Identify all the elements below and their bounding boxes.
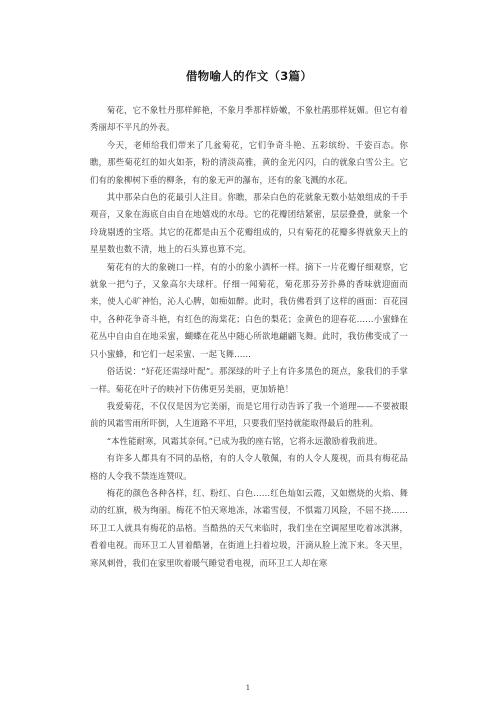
paragraph-1: 菊花，它不象牡丹那样鲜艳，不象月季那样娇嫩，不象杜鹃那样妩媚。但它有着秀丽却不平凡的外表。 <box>90 105 408 133</box>
paragraph-4: 菊花有的大的象碗口一样，有的小的象小酒杯一样。摘下一片花瓣仔细观察，它就象一把勺子，又象高尔夫球杆。仔细一闻菊花，菊花那芬芳扑鼻的香味就迎面而来，使人心旷神怡，沁人心脾，如痴如醉。此时，我仿佛看到了这样的画面：百花园中，各种花争奇斗艳，有红色的海棠花；白色的梨花；金黄色的迎春花……小蜜蜂在花丛中自由自在地采蜜，蝴蝶在花丛中随心所欲地翩翩飞舞。此时，我仿佛变成了一只小蜜蜂，和它们一起采蜜、一起飞舞…… <box>90 261 408 359</box>
paragraph-3: 其中那朵白色的花最引人注目。你瞧，那朵白色的花就象无数小姑娘组成的千手观音，又象在海底自由自在地嬉戏的水母。它的花瓣团结紧密，层层叠叠，就象一个玲珑剔透的宝塔。其它的花都是由五个花瓣组成的，只有菊花的花瓣多得就象天上的星星数也数不清，地上的石头算也算不完。 <box>90 192 408 255</box>
document-title: 借物喻人的作文（3篇） <box>185 69 313 83</box>
paragraph-6: 我爱菊花，不仅仅是因为它美丽，而是它用行动告诉了我一个道理——不要被眼前的风霜雪雨所吓倒，人生道路不平坦，只要我们坚持就能取得最后的胜利。 <box>90 400 408 429</box>
paragraph-7: “本性能耐寒，风霜其奈何。”已成为我的座右铭，它将永远激励着我前进。 <box>106 435 383 446</box>
paragraph-8: 有许多人都具有不同的品格，有的人令人敬佩，有的人令人蔑视，而具有梅花品格的人令我不禁连连赞叹。 <box>90 453 408 481</box>
paragraph-2: 今天，老师给我们带来了几盆菊花，它们争奇斗艳、五彩缤纷、千姿百态。你瞧，那些菊花红的如火如荼，粉的清淡高雅，黄的金光闪闪，白的就象白雪公主。它们有的象柳树下垂的柳条，有的象无声的瀑布，还有的象飞溅的水花。 <box>90 139 408 185</box>
page-number: 1 <box>245 684 251 692</box>
paragraph-5: 俗话说：“好花还需绿叶配”。那深绿的叶子上有许多黑色的斑点，象我们的手掌一样。菊花在叶子的映衬下仿佛更另美丽，更加娇艳！ <box>90 366 408 394</box>
paragraph-9: 梅花的颜色各种各样，红、粉红、白色……红色灿如云霞，又如燃烧的火焰、舞动的红旗，极为绚丽。梅花不怕天寒地冻，冰霜雪侵，不惧霜刀风险，不屈不挠……环卫工人就具有梅花的品格。当酷热的天气来临时，我们坐在空调屋里吃着冰淇淋，看着电视。而环卫工人冒着酷暑，在街道上扫着垃圾，汗滴从脸上流下来。冬天里，寒风刺骨，我们在家里吹着暖气睡觉看电视，而环卫工人却在寒 <box>90 487 408 568</box>
